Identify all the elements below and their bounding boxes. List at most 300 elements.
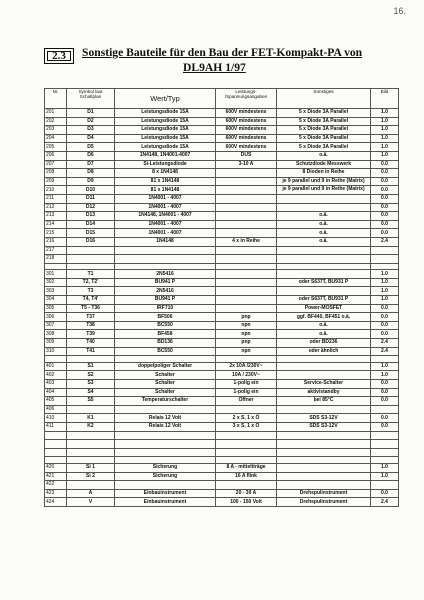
- cell-wert: 2N5416: [115, 270, 216, 279]
- cell-leis: [216, 203, 277, 212]
- cell-nr: 208: [45, 169, 67, 178]
- cell-sym: D8: [67, 169, 115, 178]
- cell-wert: Leistungsdiode 15A: [115, 143, 216, 152]
- table-row: [45, 255, 399, 264]
- cell-leis: 600V mindestens: [216, 109, 277, 118]
- table-row-spacer: [45, 263, 399, 270]
- header-sonstiges: Sonstiges: [277, 89, 371, 109]
- cell-bild: 0.0: [371, 220, 399, 229]
- page-subtitle: DL9AH 1/97: [183, 61, 246, 74]
- cell-nr: [45, 448, 67, 457]
- cell-nr: 206: [45, 151, 67, 160]
- cell-leis: [216, 440, 277, 449]
- cell-sym: T38: [67, 321, 115, 330]
- cell-wert: BC550: [115, 347, 216, 356]
- cell-wert: Schalter: [115, 380, 216, 389]
- cell-sym: T40: [67, 339, 115, 348]
- spacer-cell: [115, 263, 216, 270]
- cell-leis: 600V mindestens: [216, 143, 277, 152]
- cell-sonst: 8 Dioden in Reihe: [277, 169, 371, 178]
- table-header-row: [45, 89, 399, 109]
- cell-nr: 403: [45, 380, 67, 389]
- cell-nr: [45, 431, 67, 440]
- cell-bild: 1.0: [371, 472, 399, 481]
- cell-nr: 207: [45, 160, 67, 169]
- cell-sym: T37: [67, 313, 115, 322]
- cell-sym: D15: [67, 229, 115, 238]
- table-row: [45, 270, 399, 279]
- cell-nr: 422: [45, 481, 67, 490]
- cell-sym: D9: [67, 177, 115, 186]
- cell-bild: 0.0: [371, 321, 399, 330]
- cell-leis: [216, 304, 277, 313]
- cell-nr: 308: [45, 330, 67, 339]
- cell-nr: 306: [45, 313, 67, 322]
- spacer-cell: [45, 263, 67, 270]
- cell-wert: Einbauinstrument: [115, 489, 216, 498]
- table-row: [45, 151, 399, 160]
- table-row: [45, 347, 399, 356]
- table-row: [45, 448, 399, 457]
- cell-wert: 1N4148: [115, 237, 216, 246]
- cell-sonst: [277, 194, 371, 203]
- cell-wert: BD136: [115, 339, 216, 348]
- cell-sym: S4: [67, 388, 115, 397]
- cell-nr: 212: [45, 203, 67, 212]
- cell-nr: 305: [45, 304, 67, 313]
- cell-sym: A: [67, 489, 115, 498]
- cell-bild: 0.0: [371, 388, 399, 397]
- cell-bild: 1.0: [371, 126, 399, 135]
- cell-bild: 0.0: [371, 304, 399, 313]
- cell-sonst: oder BD236: [277, 339, 371, 348]
- cell-nr: 201: [45, 109, 67, 118]
- cell-wert: Sicherung: [115, 472, 216, 481]
- cell-nr: 404: [45, 388, 67, 397]
- cell-nr: 410: [45, 414, 67, 423]
- cell-sym: T4, T4': [67, 296, 115, 305]
- spacer-cell: [277, 263, 371, 270]
- cell-sonst: o.ä.: [277, 212, 371, 221]
- table-row: [45, 246, 399, 255]
- cell-bild: 0.0: [371, 422, 399, 431]
- header-bild: Bild: [371, 89, 399, 109]
- cell-wert: BF506: [115, 313, 216, 322]
- cell-wert: [115, 431, 216, 440]
- cell-leis: 16 A flink: [216, 472, 277, 481]
- cell-sym: V: [67, 498, 115, 507]
- cell-leis: [216, 186, 277, 195]
- parts-table: [44, 88, 399, 507]
- table-row: [45, 313, 399, 322]
- table-row: [45, 109, 399, 118]
- cell-wert: 1N4148, 1N4001-4007: [115, 151, 216, 160]
- cell-sym: S1: [67, 362, 115, 371]
- spacer-cell: [371, 457, 399, 464]
- table-row: [45, 388, 399, 397]
- cell-nr: 307: [45, 321, 67, 330]
- cell-bild: 0.0: [371, 380, 399, 389]
- spacer-cell: [115, 356, 216, 363]
- cell-sym: T41: [67, 347, 115, 356]
- cell-leis: [216, 448, 277, 457]
- cell-leis: 2 x S, 1 x Ö: [216, 414, 277, 423]
- cell-nr: 304: [45, 296, 67, 305]
- cell-bild: 1.0: [371, 134, 399, 143]
- cell-wert: BU941 P: [115, 278, 216, 287]
- table-row: [45, 229, 399, 238]
- cell-nr: 303: [45, 287, 67, 296]
- cell-sonst: oder ähnlich: [277, 347, 371, 356]
- cell-nr: 405: [45, 397, 67, 406]
- cell-bild: [371, 255, 399, 264]
- cell-sonst: oder S637T, BU931 P: [277, 278, 371, 287]
- table-row: [45, 472, 399, 481]
- cell-bild: 1.0: [371, 278, 399, 287]
- cell-sym: K2: [67, 422, 115, 431]
- cell-wert: 1N4001 - 4007: [115, 203, 216, 212]
- cell-leis: pnp: [216, 339, 277, 348]
- table-row: [45, 177, 399, 186]
- table-row: [45, 237, 399, 246]
- cell-sonst: 5 x Diode 3A Parallel: [277, 117, 371, 126]
- cell-bild: [371, 448, 399, 457]
- cell-nr: 202: [45, 117, 67, 126]
- cell-bild: 1.0: [371, 362, 399, 371]
- table-row: [45, 405, 399, 414]
- cell-sonst: SDS S3-12V: [277, 422, 371, 431]
- cell-sonst: je 9 parallel und 9 in Reihe (Matrix): [277, 186, 371, 195]
- cell-bild: 0.0: [371, 194, 399, 203]
- cell-sonst: o.ä.: [277, 151, 371, 160]
- spacer-cell: [45, 356, 67, 363]
- cell-sonst: oder S637T, BU931 P: [277, 296, 371, 305]
- cell-nr: 218: [45, 255, 67, 264]
- header-symbol: Symbol laut Schaltplan: [67, 89, 115, 109]
- cell-bild: 2.4: [371, 339, 399, 348]
- cell-bild: 0.0: [371, 414, 399, 423]
- spacer-cell: [371, 263, 399, 270]
- spacer-cell: [115, 457, 216, 464]
- cell-wert: Leistungsdiode 15A: [115, 109, 216, 118]
- table-row: [45, 330, 399, 339]
- cell-sym: D16: [67, 237, 115, 246]
- cell-bild: 0.0: [371, 397, 399, 406]
- cell-wert: Relais 12 Volt: [115, 414, 216, 423]
- cell-bild: [371, 440, 399, 449]
- cell-sonst: aktiv/standby: [277, 388, 371, 397]
- table-row: [45, 304, 399, 313]
- cell-sym: D6: [67, 151, 115, 160]
- cell-sym: D1: [67, 109, 115, 118]
- cell-sym: S5: [67, 397, 115, 406]
- cell-leis: npn: [216, 347, 277, 356]
- cell-leis: [216, 405, 277, 414]
- cell-leis: 2x 10A /230V~: [216, 362, 277, 371]
- cell-nr: 214: [45, 220, 67, 229]
- table-row: [45, 186, 399, 195]
- cell-sonst: o.ä.: [277, 229, 371, 238]
- cell-wert: Einbauinstrument: [115, 498, 216, 507]
- cell-sonst: [277, 287, 371, 296]
- cell-nr: 209: [45, 177, 67, 186]
- cell-bild: 1.0: [371, 287, 399, 296]
- cell-leis: [216, 255, 277, 264]
- cell-sonst: [277, 246, 371, 255]
- cell-sym: D5: [67, 143, 115, 152]
- cell-leis: [216, 431, 277, 440]
- cell-sym: T5 - T36: [67, 304, 115, 313]
- cell-leis: [216, 194, 277, 203]
- spacer-cell: [67, 263, 115, 270]
- table-row: [45, 212, 399, 221]
- table-row: [45, 362, 399, 371]
- cell-nr: 213: [45, 212, 67, 221]
- cell-wert: [115, 246, 216, 255]
- cell-bild: 0.0: [371, 186, 399, 195]
- table-row: [45, 169, 399, 178]
- cell-leis: 100 - 150 Volt: [216, 498, 277, 507]
- cell-bild: 1.0: [371, 143, 399, 152]
- cell-bild: 0.0: [371, 160, 399, 169]
- table-row: [45, 371, 399, 380]
- cell-wert: [115, 448, 216, 457]
- cell-sym: T1: [67, 270, 115, 279]
- cell-wert: [115, 405, 216, 414]
- page-number: 16.: [393, 6, 406, 16]
- cell-wert: 1N4001 - 4007: [115, 220, 216, 229]
- cell-sym: Si 2: [67, 472, 115, 481]
- cell-sym: [67, 431, 115, 440]
- cell-sym: S3: [67, 380, 115, 389]
- table-row: [45, 440, 399, 449]
- section-number: [44, 48, 74, 64]
- cell-sym: D11: [67, 194, 115, 203]
- cell-sonst: [277, 472, 371, 481]
- cell-wert: BF458: [115, 330, 216, 339]
- cell-leis: 3-10 A: [216, 160, 277, 169]
- header-nr: Nr.: [45, 89, 67, 109]
- cell-sonst: o.ä.: [277, 330, 371, 339]
- cell-sym: D3: [67, 126, 115, 135]
- table-row: [45, 287, 399, 296]
- cell-wert: 81 x 1N4148: [115, 186, 216, 195]
- table-row: [45, 397, 399, 406]
- cell-nr: 205: [45, 143, 67, 152]
- spacer-cell: [45, 457, 67, 464]
- cell-bild: 0.0: [371, 212, 399, 221]
- cell-bild: 0.0: [371, 330, 399, 339]
- cell-sonst: [277, 255, 371, 264]
- cell-sym: K1: [67, 414, 115, 423]
- cell-leis: [216, 246, 277, 255]
- table-row: [45, 481, 399, 490]
- cell-wert: BC550: [115, 321, 216, 330]
- cell-nr: 310: [45, 347, 67, 356]
- cell-wert: IRF710: [115, 304, 216, 313]
- cell-wert: 2N5416: [115, 287, 216, 296]
- cell-leis: npn: [216, 321, 277, 330]
- cell-leis: pnp: [216, 313, 277, 322]
- cell-wert: 8 x 1N4148: [115, 169, 216, 178]
- cell-nr: 211: [45, 194, 67, 203]
- cell-sonst: Service-Schalter: [277, 380, 371, 389]
- table-row: [45, 422, 399, 431]
- cell-sonst: o.ä.: [277, 321, 371, 330]
- cell-sonst: Drehspulinstrument: [277, 498, 371, 507]
- page-title: Sonstige Bauteile für den Bau der FET-Kompakt-PA von: [82, 46, 363, 59]
- cell-wert: 81 x 1N4148: [115, 177, 216, 186]
- table-row: [45, 431, 399, 440]
- cell-sonst: [277, 481, 371, 490]
- spacer-cell: [371, 356, 399, 363]
- cell-nr: 216: [45, 237, 67, 246]
- cell-sym: T3: [67, 287, 115, 296]
- cell-wert: Si-Leistungsdiode: [115, 160, 216, 169]
- cell-sonst: [277, 203, 371, 212]
- cell-bild: [371, 246, 399, 255]
- cell-sonst: 5 x Diode 3A Parallel: [277, 134, 371, 143]
- cell-sonst: Power-MOSFET: [277, 304, 371, 313]
- cell-sym: [67, 246, 115, 255]
- cell-wert: Temperaturschalter: [115, 397, 216, 406]
- table-row: [45, 498, 399, 507]
- cell-sonst: [277, 371, 371, 380]
- cell-leis: [216, 212, 277, 221]
- cell-sonst: [277, 362, 371, 371]
- cell-bild: 0.0: [371, 169, 399, 178]
- cell-sonst: [277, 270, 371, 279]
- cell-nr: 210: [45, 186, 67, 195]
- table-row: [45, 278, 399, 287]
- spacer-cell: [277, 457, 371, 464]
- cell-sym: D2: [67, 117, 115, 126]
- cell-leis: [216, 229, 277, 238]
- cell-bild: 2.4: [371, 347, 399, 356]
- table-row: [45, 194, 399, 203]
- cell-leis: 3 x S, 1 x Ö: [216, 422, 277, 431]
- cell-wert: Sicherung: [115, 463, 216, 472]
- cell-leis: [216, 270, 277, 279]
- cell-bild: 1.0: [371, 296, 399, 305]
- cell-nr: 204: [45, 134, 67, 143]
- cell-sym: D10: [67, 186, 115, 195]
- cell-wert: BU941 P: [115, 296, 216, 305]
- cell-nr: 217: [45, 246, 67, 255]
- cell-nr: 423: [45, 489, 67, 498]
- cell-bild: 0.0: [371, 489, 399, 498]
- cell-bild: 0.0: [371, 229, 399, 238]
- cell-sonst: je 9 parallel und 9 in Reihe (Matrix): [277, 177, 371, 186]
- cell-sym: T39: [67, 330, 115, 339]
- cell-sonst: [277, 448, 371, 457]
- cell-sonst: o.ä.: [277, 237, 371, 246]
- cell-sonst: SDS S3-12V: [277, 414, 371, 423]
- table-row: [45, 463, 399, 472]
- cell-leis: 4 x in Reihe: [216, 237, 277, 246]
- cell-leis: 1-polig ein: [216, 388, 277, 397]
- cell-nr: 421: [45, 472, 67, 481]
- cell-wert: [115, 440, 216, 449]
- cell-nr: 411: [45, 422, 67, 431]
- spacer-cell: [67, 457, 115, 464]
- cell-sonst: [277, 440, 371, 449]
- table-row: [45, 143, 399, 152]
- cell-sym: S2: [67, 371, 115, 380]
- cell-nr: [45, 440, 67, 449]
- cell-sonst: ggf. BF440, BF451 o.ä.: [277, 313, 371, 322]
- cell-sonst: 5 x Diode 3A Parallel: [277, 109, 371, 118]
- cell-leis: 600V mindestens: [216, 134, 277, 143]
- cell-bild: 0.0: [371, 177, 399, 186]
- table-row: [45, 220, 399, 229]
- cell-sonst: bei 85°C: [277, 397, 371, 406]
- cell-leis: [216, 296, 277, 305]
- table-row: [45, 414, 399, 423]
- table-row-spacer: [45, 457, 399, 464]
- cell-leis: [216, 278, 277, 287]
- cell-nr: 302: [45, 278, 67, 287]
- cell-sonst: 5 x Diode 3A Parallel: [277, 126, 371, 135]
- cell-leis: [216, 169, 277, 178]
- cell-nr: 203: [45, 126, 67, 135]
- cell-wert: [115, 481, 216, 490]
- cell-sym: D7: [67, 160, 115, 169]
- table-row: [45, 160, 399, 169]
- cell-nr: 401: [45, 362, 67, 371]
- cell-wert: Relais 12 Volt: [115, 422, 216, 431]
- cell-sym: [67, 448, 115, 457]
- cell-wert: doppelpoliger Schalter: [115, 362, 216, 371]
- cell-sym: [67, 440, 115, 449]
- cell-bild: 1.0: [371, 151, 399, 160]
- table-row: [45, 489, 399, 498]
- cell-bild: [371, 481, 399, 490]
- cell-sym: [67, 255, 115, 264]
- cell-sonst: o.ä.: [277, 220, 371, 229]
- cell-bild: 1.0: [371, 117, 399, 126]
- cell-wert: 1N4148, 1N4001 - 4007: [115, 212, 216, 221]
- cell-bild: 1.0: [371, 463, 399, 472]
- cell-leis: 1-polig ein: [216, 380, 277, 389]
- header-leistung: Leistungs- /Spannungsangaben: [216, 89, 277, 109]
- cell-bild: 0.0: [371, 203, 399, 212]
- cell-nr: 309: [45, 339, 67, 348]
- table-row: [45, 339, 399, 348]
- cell-bild: 2.4: [371, 237, 399, 246]
- cell-wert: Leistungsdiode 15A: [115, 134, 216, 143]
- spacer-cell: [277, 356, 371, 363]
- cell-wert: Schalter: [115, 371, 216, 380]
- cell-sym: [67, 481, 115, 490]
- cell-leis: 20 - 30 A: [216, 489, 277, 498]
- cell-nr: 301: [45, 270, 67, 279]
- cell-leis: 600V mindestens: [216, 126, 277, 135]
- table-body: [45, 109, 399, 507]
- table-row: [45, 296, 399, 305]
- spacer-cell: [67, 356, 115, 363]
- cell-bild: [371, 431, 399, 440]
- table-row: [45, 203, 399, 212]
- table-row: [45, 126, 399, 135]
- cell-wert: Leistungsdiode 15A: [115, 117, 216, 126]
- cell-leis: npn: [216, 330, 277, 339]
- cell-leis: [216, 177, 277, 186]
- cell-bild: 0.0: [371, 313, 399, 322]
- cell-wert: 1N4001 - 4007: [115, 229, 216, 238]
- table-row-spacer: [45, 356, 399, 363]
- cell-bild: [371, 405, 399, 414]
